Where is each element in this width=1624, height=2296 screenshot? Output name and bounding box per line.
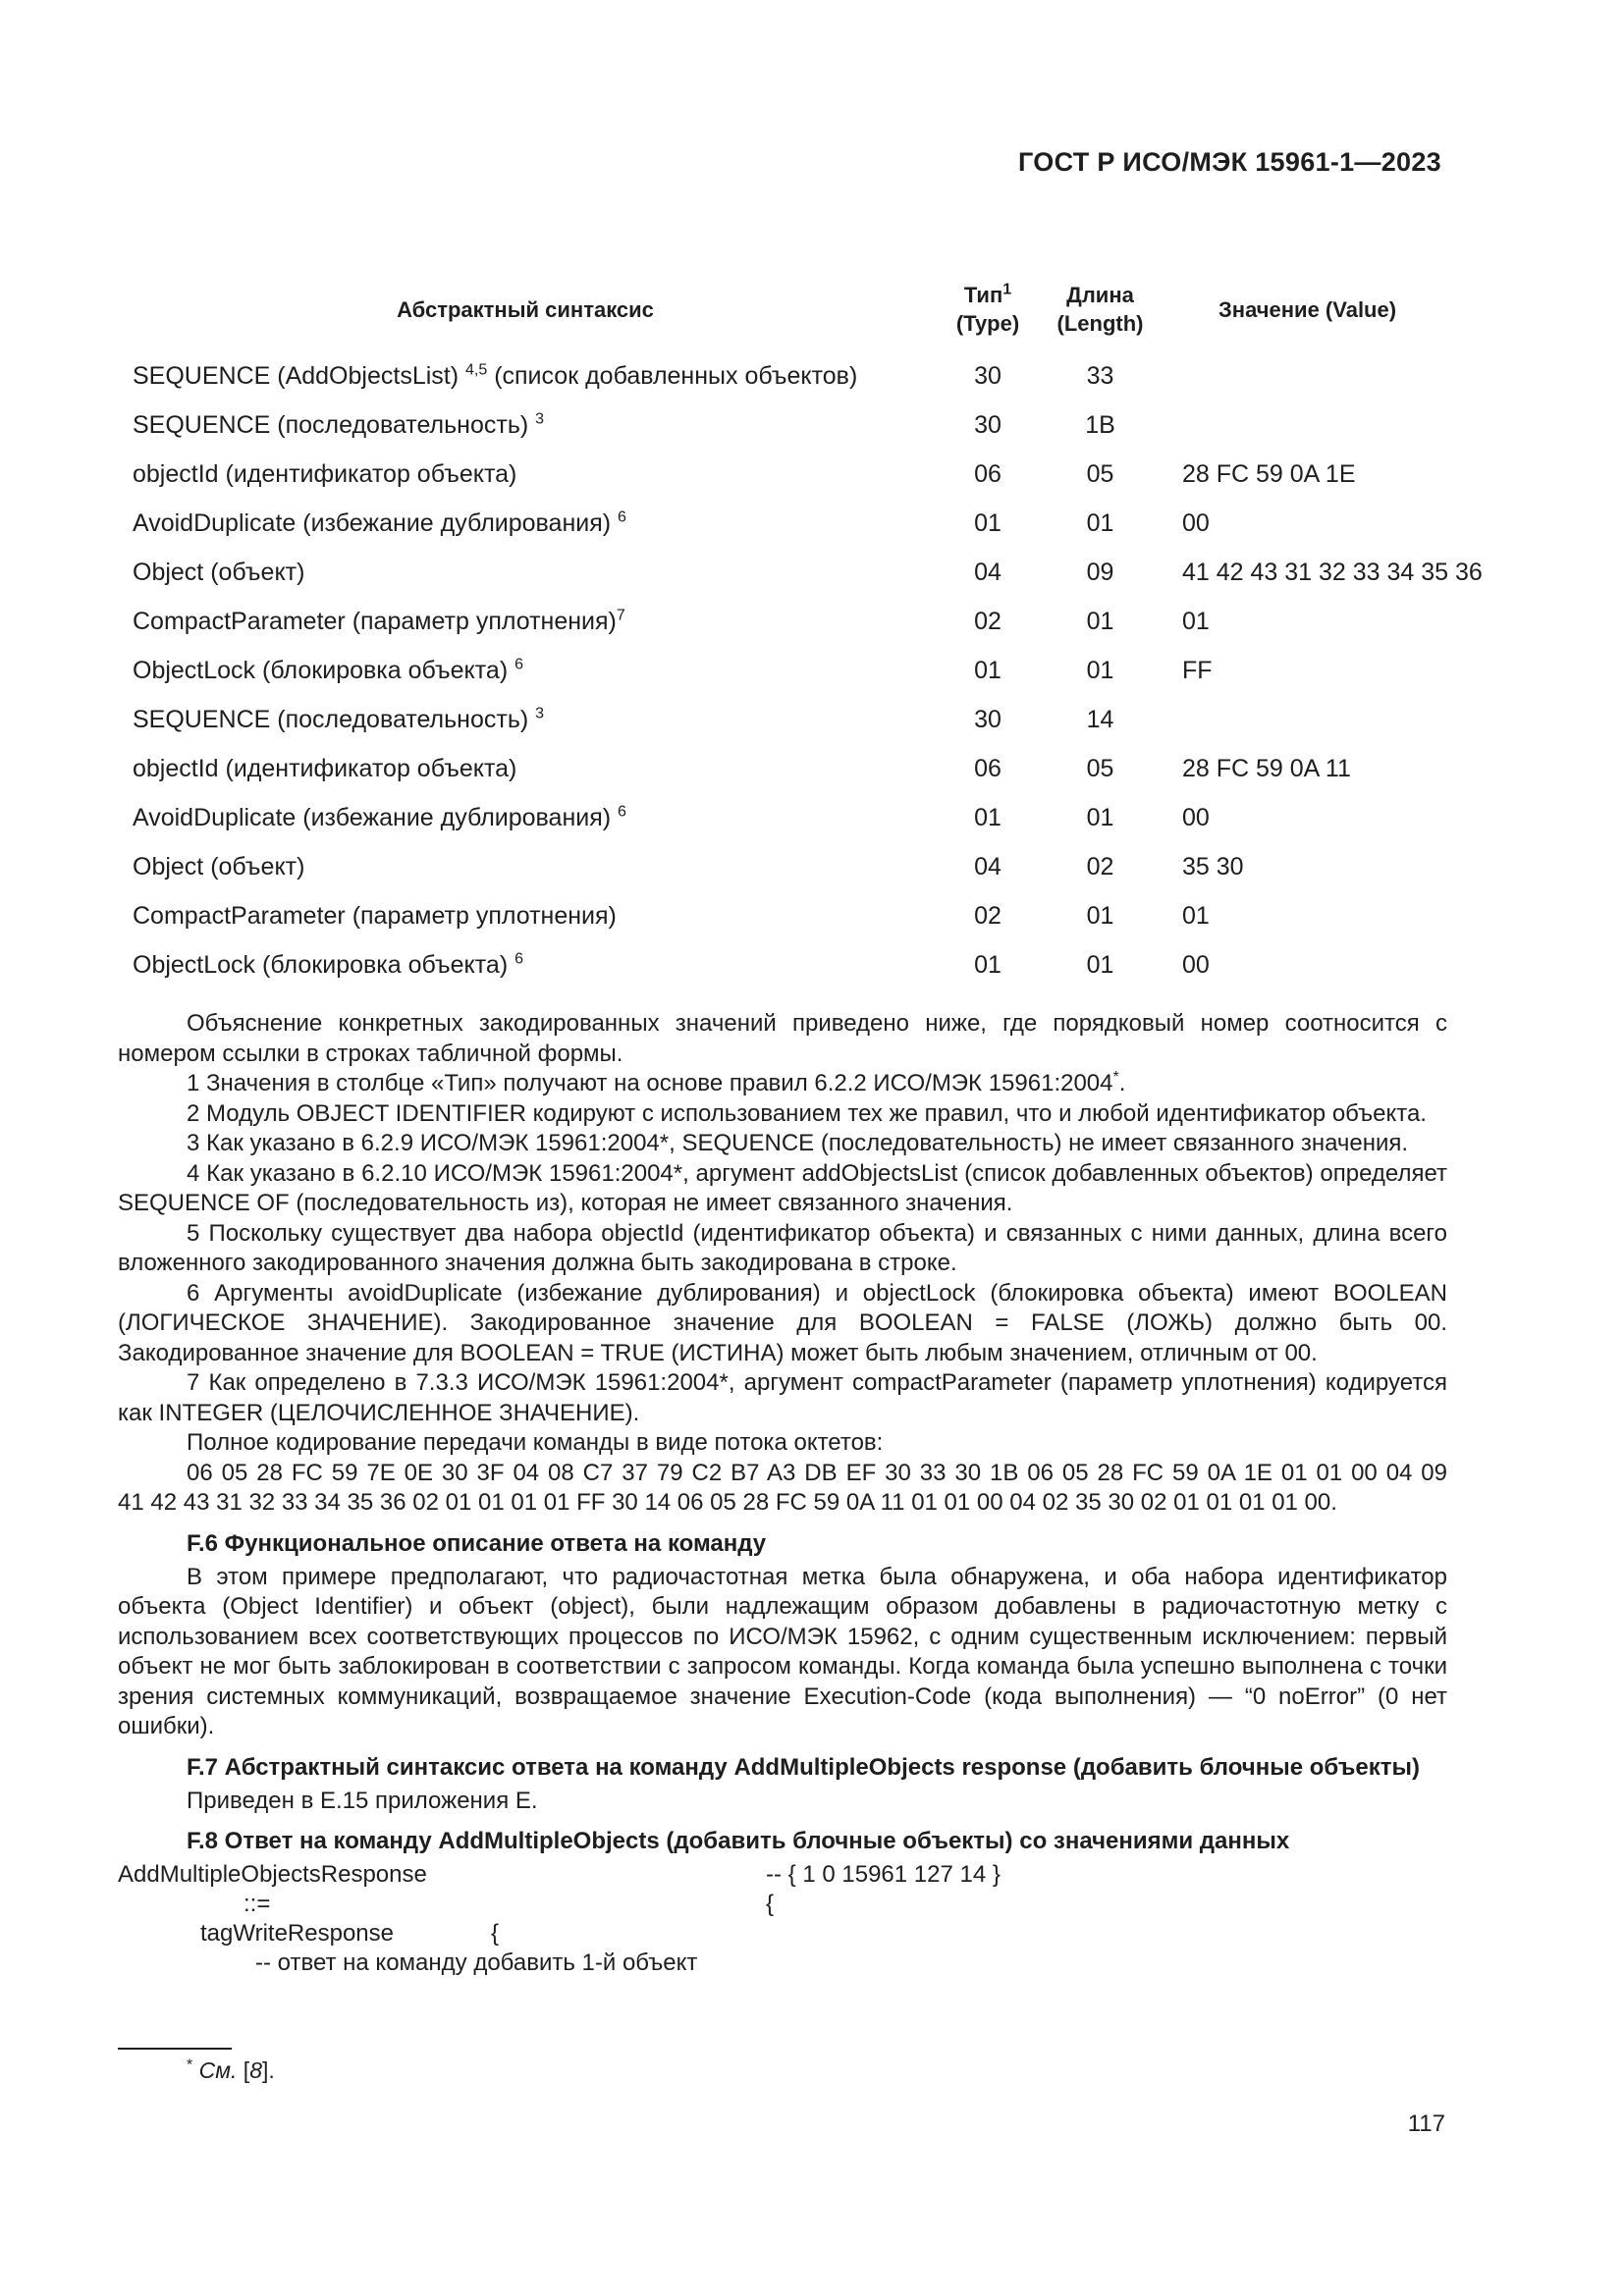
footnote-ref-number: 8 <box>249 2057 262 2083</box>
syntax-text: SEQUENCE (AddObjectsList) <box>133 361 465 390</box>
cell-type: 01 <box>974 950 1001 979</box>
cell-type: 30 <box>974 705 1001 733</box>
cell-type: 02 <box>974 607 1001 635</box>
table-row <box>118 695 1562 744</box>
cell-syntax <box>118 842 933 891</box>
full-encoding-label: Полное кодирование передачи команды в виде потока октетов: <box>187 1429 884 1456</box>
intro-paragraph: Объяснение конкретных закодированных значений приведено ниже, где порядковый номер соотносится с номером ссылки в строках табличной формы. <box>118 1010 1447 1067</box>
table-row <box>118 400 1562 450</box>
table-row <box>118 940 1562 989</box>
cell-syntax <box>118 940 933 989</box>
note-1-sup: * <box>1112 1069 1119 1086</box>
table-row <box>118 793 1562 842</box>
section-f7-heading: F.7 Абстрактный синтаксис ответа на команду AddMultipleObjects response (добавить блочные объекты) <box>187 1753 1420 1781</box>
cell-length: 01 <box>1086 950 1114 979</box>
cell-length: 09 <box>1086 558 1114 586</box>
table-row <box>118 450 1562 499</box>
syntax-footnote-ref: 6 <box>514 656 524 673</box>
note-1-text: 1 Значения в столбце «Тип» получают на основе правил 6.2.2 ИСО/МЭК 15961:2004 <box>187 1070 1113 1096</box>
table-row <box>118 499 1562 548</box>
cell-value <box>1158 351 1562 400</box>
syntax-footnote-ref: 7 <box>616 607 625 624</box>
cell-length: 05 <box>1086 754 1114 782</box>
cell-value: 41 42 43 31 32 33 34 35 36 <box>1182 558 1483 586</box>
cell-type: 06 <box>974 754 1001 782</box>
table-row <box>118 351 1562 400</box>
syntax-text: AvoidDuplicate (избежание дублирования) <box>133 508 619 537</box>
syntax-text: Object (объект) <box>133 852 305 881</box>
table-row <box>118 646 1562 695</box>
syntax-text: Object (объект) <box>133 558 305 586</box>
document-body <box>118 1009 1447 1988</box>
syntax-tail: (список добавленных объектов) <box>487 361 858 390</box>
section-f6-heading: F.6 Функциональное описание ответа на команду <box>187 1529 767 1557</box>
cell-type: 04 <box>974 852 1001 881</box>
hex-stream-line-1: 06 05 28 FC 59 7E 0E 30 3F 04 08 C7 37 79 C2 B7 A3 DB EF 30 33 30 1B 06 05 28 FC 59 0A 1E 01 01 00 04 09 <box>187 1459 1447 1486</box>
cell-value: FF <box>1182 656 1213 684</box>
syntax-text: CompactParameter (параметр уплотнения) <box>133 607 617 635</box>
page-header-doc-id: ГОСТ Р ИСО/МЭК 15961-1—2023 <box>1018 147 1441 177</box>
syntax-footnote-ref: 3 <box>535 410 545 428</box>
cell-length: 01 <box>1086 803 1114 831</box>
header-type <box>933 271 1043 351</box>
cell-value: 01 <box>1182 901 1210 930</box>
cell-syntax <box>118 400 933 450</box>
syntax-footnote-ref: 4,5 <box>465 361 488 379</box>
cell-syntax <box>118 695 933 744</box>
code-line-1-right: -- { 1 0 15961 127 14 } <box>766 1861 1001 1888</box>
table-body <box>118 351 1562 989</box>
header-type-english: (Type) <box>955 311 1020 336</box>
cell-value: 00 <box>1182 508 1210 537</box>
cell-type: 30 <box>974 410 1001 439</box>
code-line-3-left: tagWriteResponse <box>200 1920 394 1947</box>
cell-type: 01 <box>974 656 1001 684</box>
code-line-2-left: ::= <box>244 1891 271 1917</box>
footnote-separator <box>118 2048 232 2050</box>
section-f6-body: В этом примере предполагают, что радиочастотная метка была обнаружена, и оба набора идентификатор объекта (Object Identifier) и объект (object), были надлежащим образом добавлены в радиочастотную метку с использованием всех соответствующих процессов по ИСО/МЭК 15962, с одним существенным исключением: первый объект не мог быть заблокирован в соответствии с запросом команды. Когда команда была успешно выполнена с точки зрения системных коммуникаций, возвращаемое значение Execution-Code (кода выполнения) — “0 noError” (0 нет ошибки). <box>118 1563 1447 1739</box>
footnote-bracket-open: [ <box>237 2057 250 2083</box>
cell-syntax <box>118 450 933 499</box>
table-row <box>118 842 1562 891</box>
cell-length: 05 <box>1086 459 1114 488</box>
cell-length: 02 <box>1086 852 1114 881</box>
cell-value: 35 30 <box>1182 852 1244 881</box>
syntax-text: CompactParameter (параметр уплотнения) <box>133 901 617 930</box>
cell-type: 04 <box>974 558 1001 586</box>
cell-value <box>1158 695 1562 744</box>
header-value: Значение (Value) <box>1218 296 1397 322</box>
cell-syntax <box>118 548 933 597</box>
note-1-end: . <box>1118 1070 1126 1096</box>
asn-encoding-table <box>118 271 1562 989</box>
code-line-2-right: { <box>766 1891 775 1917</box>
cell-syntax <box>118 499 933 548</box>
cell-syntax <box>118 597 933 646</box>
syntax-footnote-ref: 6 <box>618 508 626 526</box>
section-f7-body: Приведен в Е.15 приложения Е. <box>187 1787 538 1814</box>
cell-type: 06 <box>974 459 1001 488</box>
cell-syntax <box>118 744 933 793</box>
cell-length: 01 <box>1086 508 1114 537</box>
cell-value: 00 <box>1182 950 1210 979</box>
cell-value <box>1158 400 1562 450</box>
cell-length: 14 <box>1086 705 1114 733</box>
cell-value: 00 <box>1182 803 1210 831</box>
cell-length: 01 <box>1086 656 1114 684</box>
table-row <box>118 597 1562 646</box>
cell-type: 01 <box>974 803 1001 831</box>
cell-syntax <box>118 793 933 842</box>
hex-stream-line-2: 41 42 43 31 32 33 34 35 36 02 01 01 01 01 FF 30 14 06 05 28 FC 59 0A 11 01 01 00 04 02 35 30 02 01 01 01 01 00. <box>118 1489 1337 1516</box>
cell-length: 01 <box>1086 901 1114 930</box>
header-type-sup: 1 <box>1002 281 1012 298</box>
syntax-text: AvoidDuplicate (избежание дублирования) <box>133 803 619 831</box>
syntax-footnote-ref: 6 <box>514 950 524 968</box>
cell-type: 30 <box>974 361 1001 390</box>
syntax-text: SEQUENCE (последовательность) <box>133 705 536 733</box>
asn-code-block <box>118 1860 1447 1988</box>
syntax-text: SEQUENCE (последовательность) <box>133 410 536 439</box>
cell-value: 01 <box>1182 607 1210 635</box>
header-length-label: Длина <box>1066 283 1134 307</box>
cell-length: 33 <box>1086 361 1114 390</box>
cell-length: 01 <box>1086 607 1114 635</box>
footnote-see: См. <box>198 2057 238 2083</box>
header-length-english: (Length) <box>1056 311 1144 336</box>
table-row <box>118 891 1562 940</box>
page-number: 117 <box>1407 2110 1445 2137</box>
cell-type: 01 <box>974 508 1001 537</box>
cell-syntax <box>118 646 933 695</box>
footnote <box>187 2057 275 2084</box>
footnote-bracket-close: ]. <box>261 2057 275 2083</box>
header-length <box>1043 271 1158 351</box>
note-6: 6 Аргументы avoidDuplicate (избежание дублирования) и objectLock (блокировка объекта) имеют BOOLEAN (ЛОГИЧЕСКОЕ ЗНАЧЕНИЕ). Закодированное значение для BOOLEAN = FALSE (ЛОЖЬ) должно быть 00. Закодированное значение для BOOLEAN = TRUE (ИСТИНА) может быть любым значением, отличным от 00. <box>118 1279 1447 1366</box>
table-header-row <box>118 271 1562 351</box>
note-7: 7 Как определено в 7.3.3 ИСО/МЭК 15961:2004*, аргумент compactParameter (параметр уплотнения) кодируется как INTEGER (ЦЕЛОЧИСЛЕННОЕ ЗНАЧЕНИЕ). <box>118 1369 1447 1426</box>
syntax-footnote-ref: 6 <box>618 803 626 821</box>
code-line-4-comment: -- ответ на команду добавить 1-й объект <box>255 1949 698 1976</box>
note-4: 4 Как указано в 6.2.10 ИСО/МЭК 15961:2004*, аргумент addObjectsList (список добавленных объектов) определяет SEQUENCE OF (последовательность из), которая не имеет связанного значения. <box>118 1159 1447 1216</box>
code-line-3-brace: { <box>491 1920 500 1947</box>
header-syntax: Абстрактный синтаксис <box>397 296 654 322</box>
syntax-text: objectId (идентификатор объекта) <box>133 459 517 488</box>
syntax-text: ObjectLock (блокировка объекта) <box>133 656 515 684</box>
table-row <box>118 548 1562 597</box>
footnote-marker: * <box>187 2056 193 2074</box>
cell-type: 02 <box>974 901 1001 930</box>
note-5: 5 Поскольку существует два набора objectId (идентификатор объекта) и связанных с ними данных, длина всего вложенного закодированного значения должна быть закодирована в строке. <box>118 1219 1447 1276</box>
note-1 <box>118 1069 1447 1099</box>
syntax-text: ObjectLock (блокировка объекта) <box>133 950 515 979</box>
cell-value: 28 FC 59 0A 11 <box>1182 754 1351 782</box>
section-f8-heading: F.8 Ответ на команду AddMultipleObjects (добавить блочные объекты) со значениями данных <box>187 1828 1290 1854</box>
cell-value: 28 FC 59 0A 1E <box>1182 459 1356 488</box>
cell-syntax <box>118 351 933 400</box>
note-3: 3 Как указано в 6.2.9 ИСО/МЭК 15961:2004*, SEQUENCE (последовательность) не имеет связанного значения. <box>187 1130 1409 1156</box>
cell-length: 1B <box>1085 410 1115 439</box>
table-row <box>118 744 1562 793</box>
syntax-text: objectId (идентификатор объекта) <box>133 754 517 782</box>
header-type-label: Тип <box>963 283 1003 307</box>
cell-syntax <box>118 891 933 940</box>
note-2: 2 Модуль OBJECT IDENTIFIER кодируют с использованием тех же правил, что и любой идентификатор объекта. <box>187 1099 1427 1127</box>
syntax-footnote-ref: 3 <box>535 705 545 722</box>
code-line-1-left: AddMultipleObjectsResponse <box>118 1861 427 1888</box>
